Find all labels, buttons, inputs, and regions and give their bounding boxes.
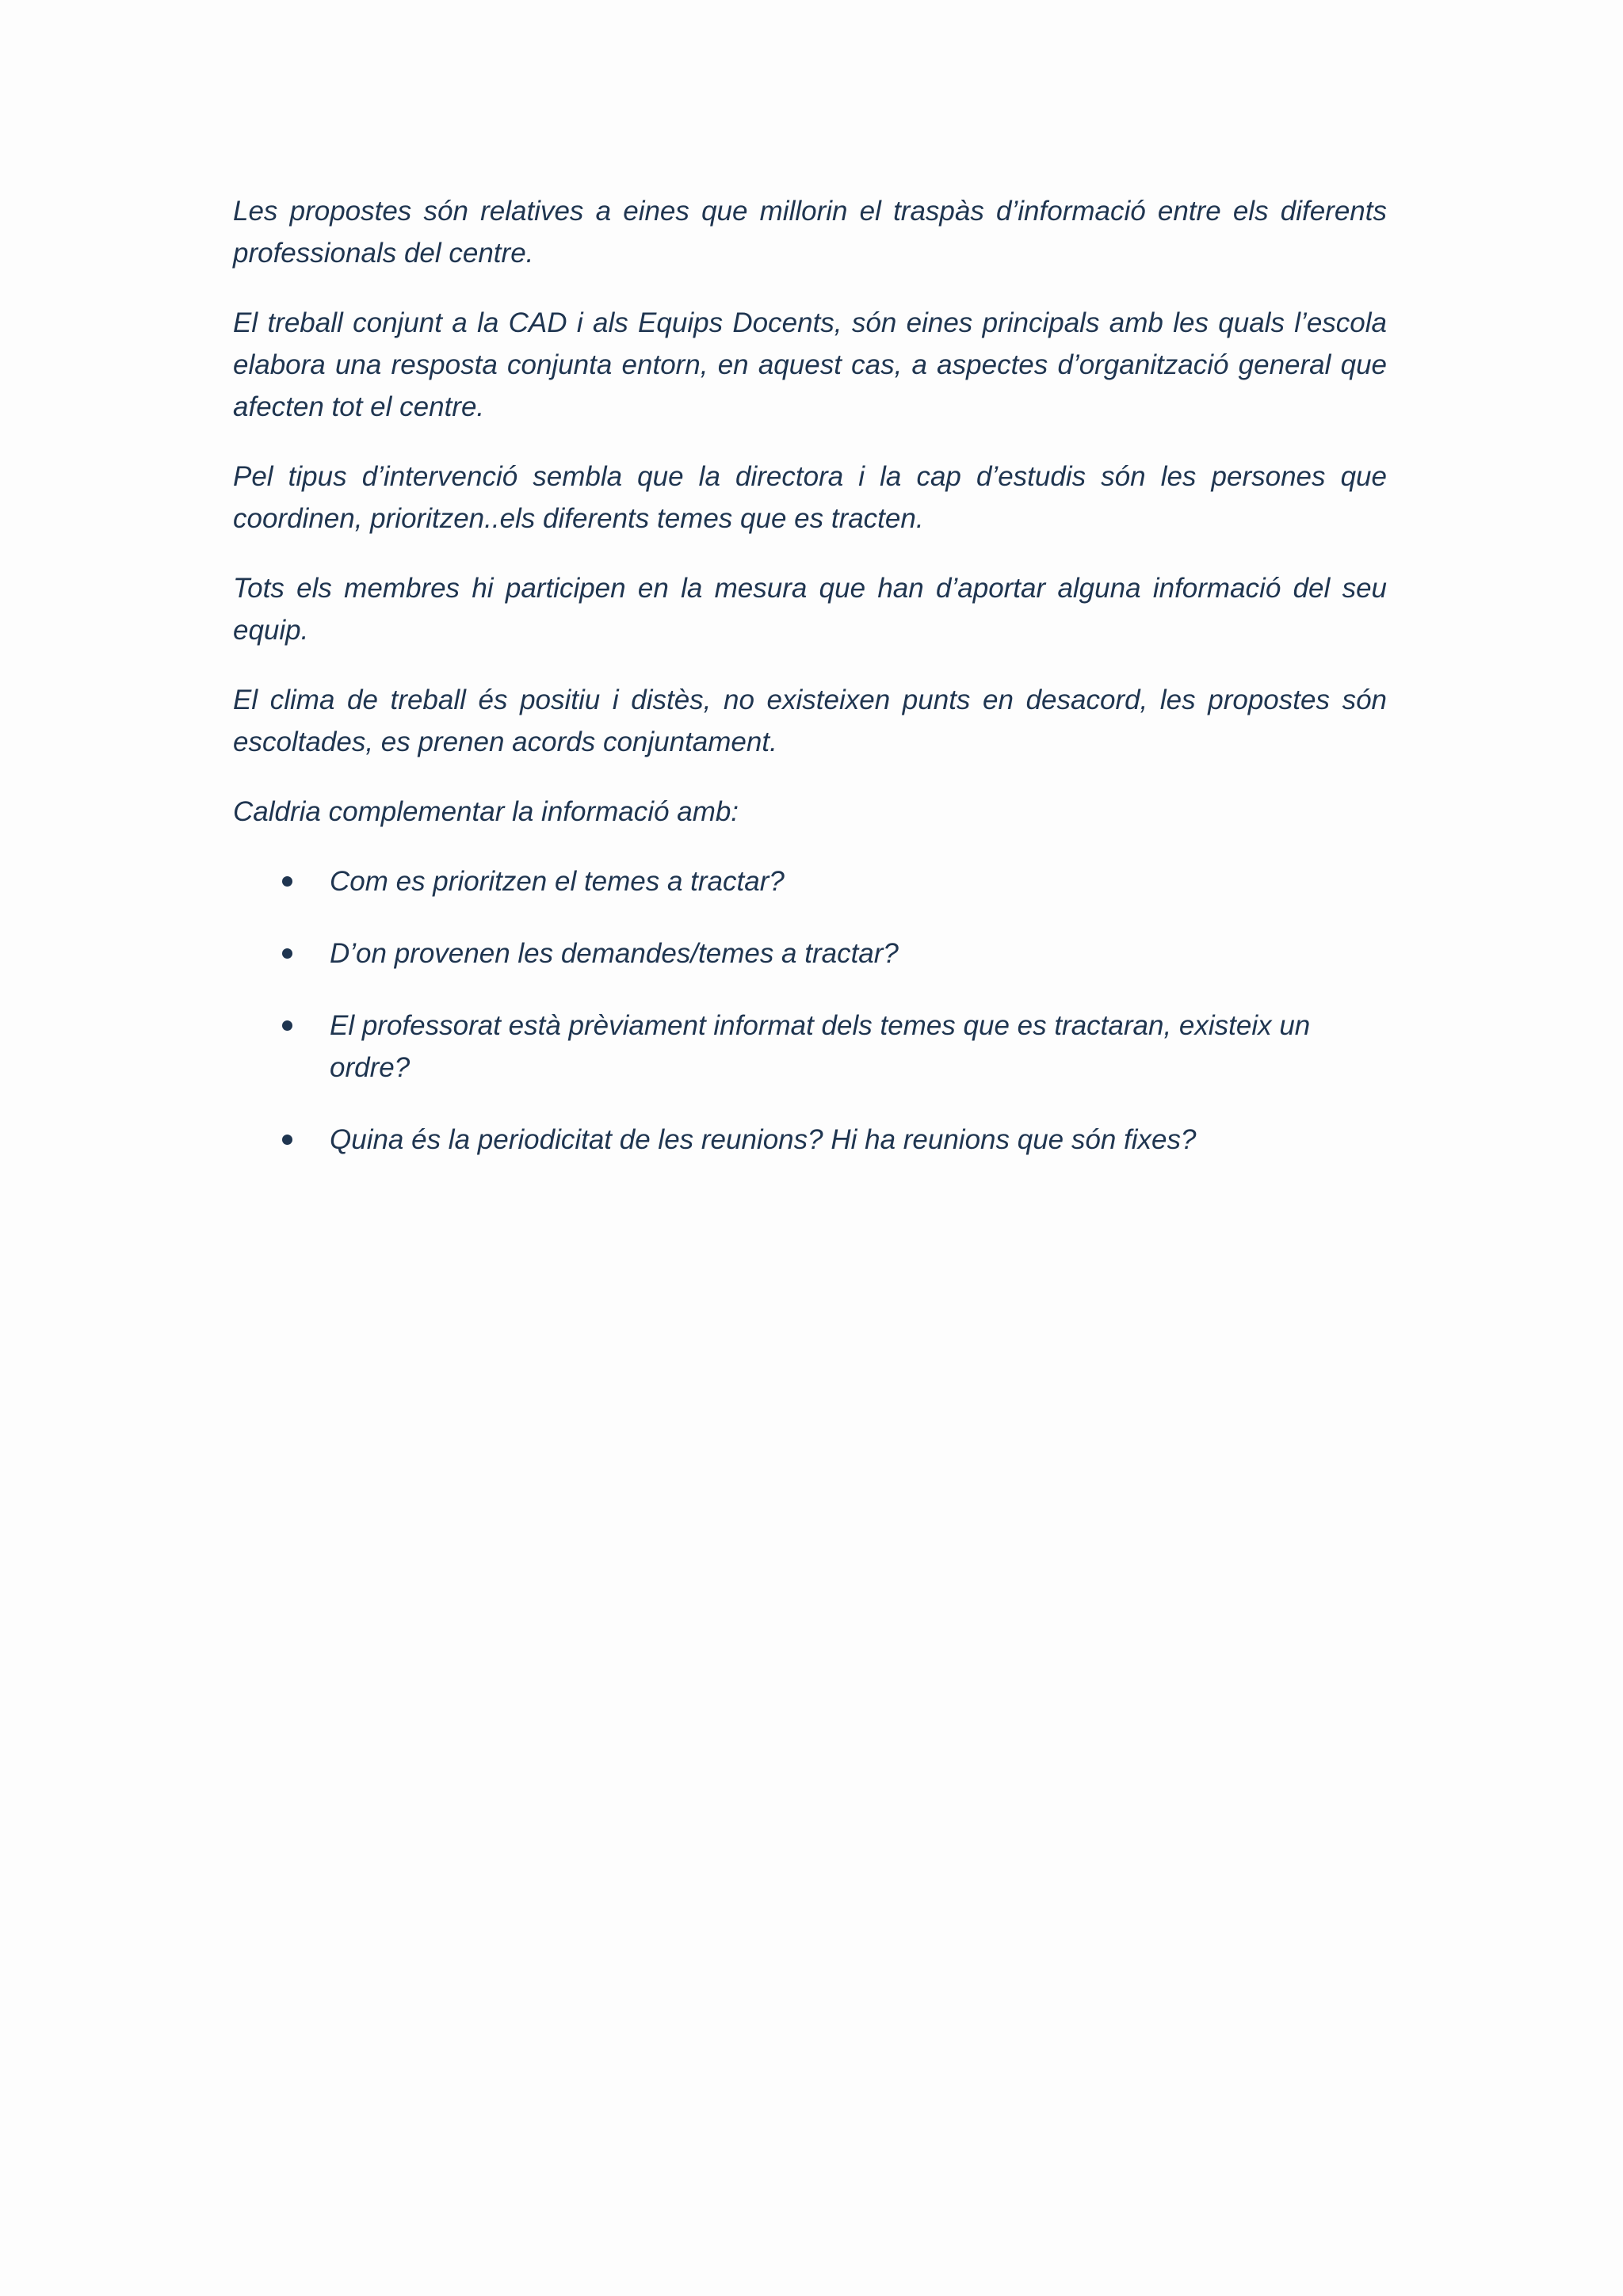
list-item-text: Quina és la periodicitat de les reunions? Hi ha reunions que són fixes? (330, 1124, 1197, 1155)
list-item-text: D’on provenen les demandes/temes a tractar? (330, 938, 899, 969)
paragraph-membres: Tots els membres hi participen en la mesura que han d’aportar alguna informació del seu equip. (233, 573, 1387, 646)
bullet-icon (282, 876, 292, 887)
question-list (233, 860, 1387, 1161)
list-item (233, 1005, 1387, 1089)
paragraph-propostes: Les propostes són relatives a eines que millorin el traspàs d’informació entre els diferents professionals del centre. (233, 196, 1387, 269)
bullet-icon (282, 1135, 292, 1145)
bullet-icon (282, 948, 292, 959)
list-item (233, 933, 1387, 974)
list-item-text: Com es prioritzen el temes a tractar? (330, 866, 785, 897)
list-item (233, 1119, 1387, 1161)
list-item (233, 860, 1387, 902)
bullet-icon (282, 1020, 292, 1031)
paragraph-caldria: Caldria complementar la informació amb: (233, 796, 739, 827)
list-item-text: El professorat està prèviament informat dels temes que es tractaran, existeix un ordre? (330, 1010, 1311, 1083)
paragraph-clima: El clima de treball és positiu i distès, no existeixen punts en desacord, les propostes són escoltades, es prenen acords conjuntament. (233, 685, 1387, 757)
document-body (233, 190, 1387, 1191)
paragraph-tipus-intervencio: Pel tipus d’intervenció sembla que la directora i la cap d’estudis són les persones que coordinen, prioritzen..els diferents temes que es tracten. (233, 461, 1387, 534)
paragraph-treball-conjunt: El treball conjunt a la CAD i als Equips Docents, són eines principals amb les quals l’escola elabora una resposta conjunta entorn, en aquest cas, a aspectes d’organització general que afecten tot el centre. (233, 307, 1387, 422)
